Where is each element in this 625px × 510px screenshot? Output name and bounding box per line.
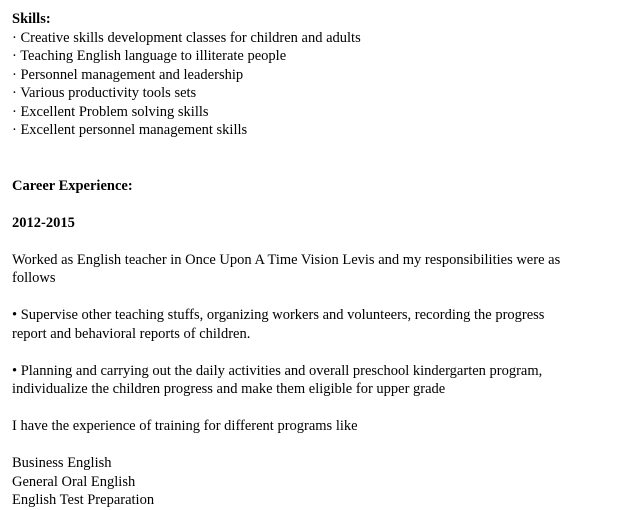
spacer (12, 288, 625, 307)
skills-list (12, 29, 625, 140)
career-intro: Worked as English teacher in Once Upon A Time Vision Levis and my responsibilities were as follows (12, 251, 561, 286)
spacer (12, 232, 625, 251)
responsibility-bullet: • Planning and carrying out the daily activities and overall preschool kindergarten program, individualize the children progress and make them eligible for upper grade (12, 362, 543, 397)
responsibility-bullet: • Supervise other teaching stuffs, organizing workers and volunteers, recording the progress report and behavioral reports of children. (12, 307, 545, 342)
skills-heading: Skills: (12, 11, 51, 27)
skill-item: · Excellent personnel management skills (12, 122, 248, 138)
program-item: English Test Preparation (12, 492, 155, 508)
skill-item: · Various productivity tools sets (12, 85, 197, 101)
skill-item: · Excellent Problem solving skills (12, 103, 209, 120)
program-item: Business English (12, 455, 112, 471)
skill-item: · Teaching English language to illiterate people (12, 48, 287, 64)
spacer (12, 140, 625, 177)
skill-item: · Personnel management and leadership (12, 66, 244, 83)
program-item: General Oral English (12, 473, 136, 490)
spacer (12, 343, 625, 362)
spacer (12, 436, 625, 455)
programs-list (12, 454, 625, 510)
career-heading: Career Experience: (12, 177, 133, 194)
spacer (12, 195, 625, 214)
training-intro: I have the experience of training for different programs like (12, 418, 358, 434)
career-period: 2012-2015 (12, 214, 75, 231)
skill-item: · Creative skills development classes for children and adults (12, 29, 361, 46)
spacer (12, 399, 625, 418)
